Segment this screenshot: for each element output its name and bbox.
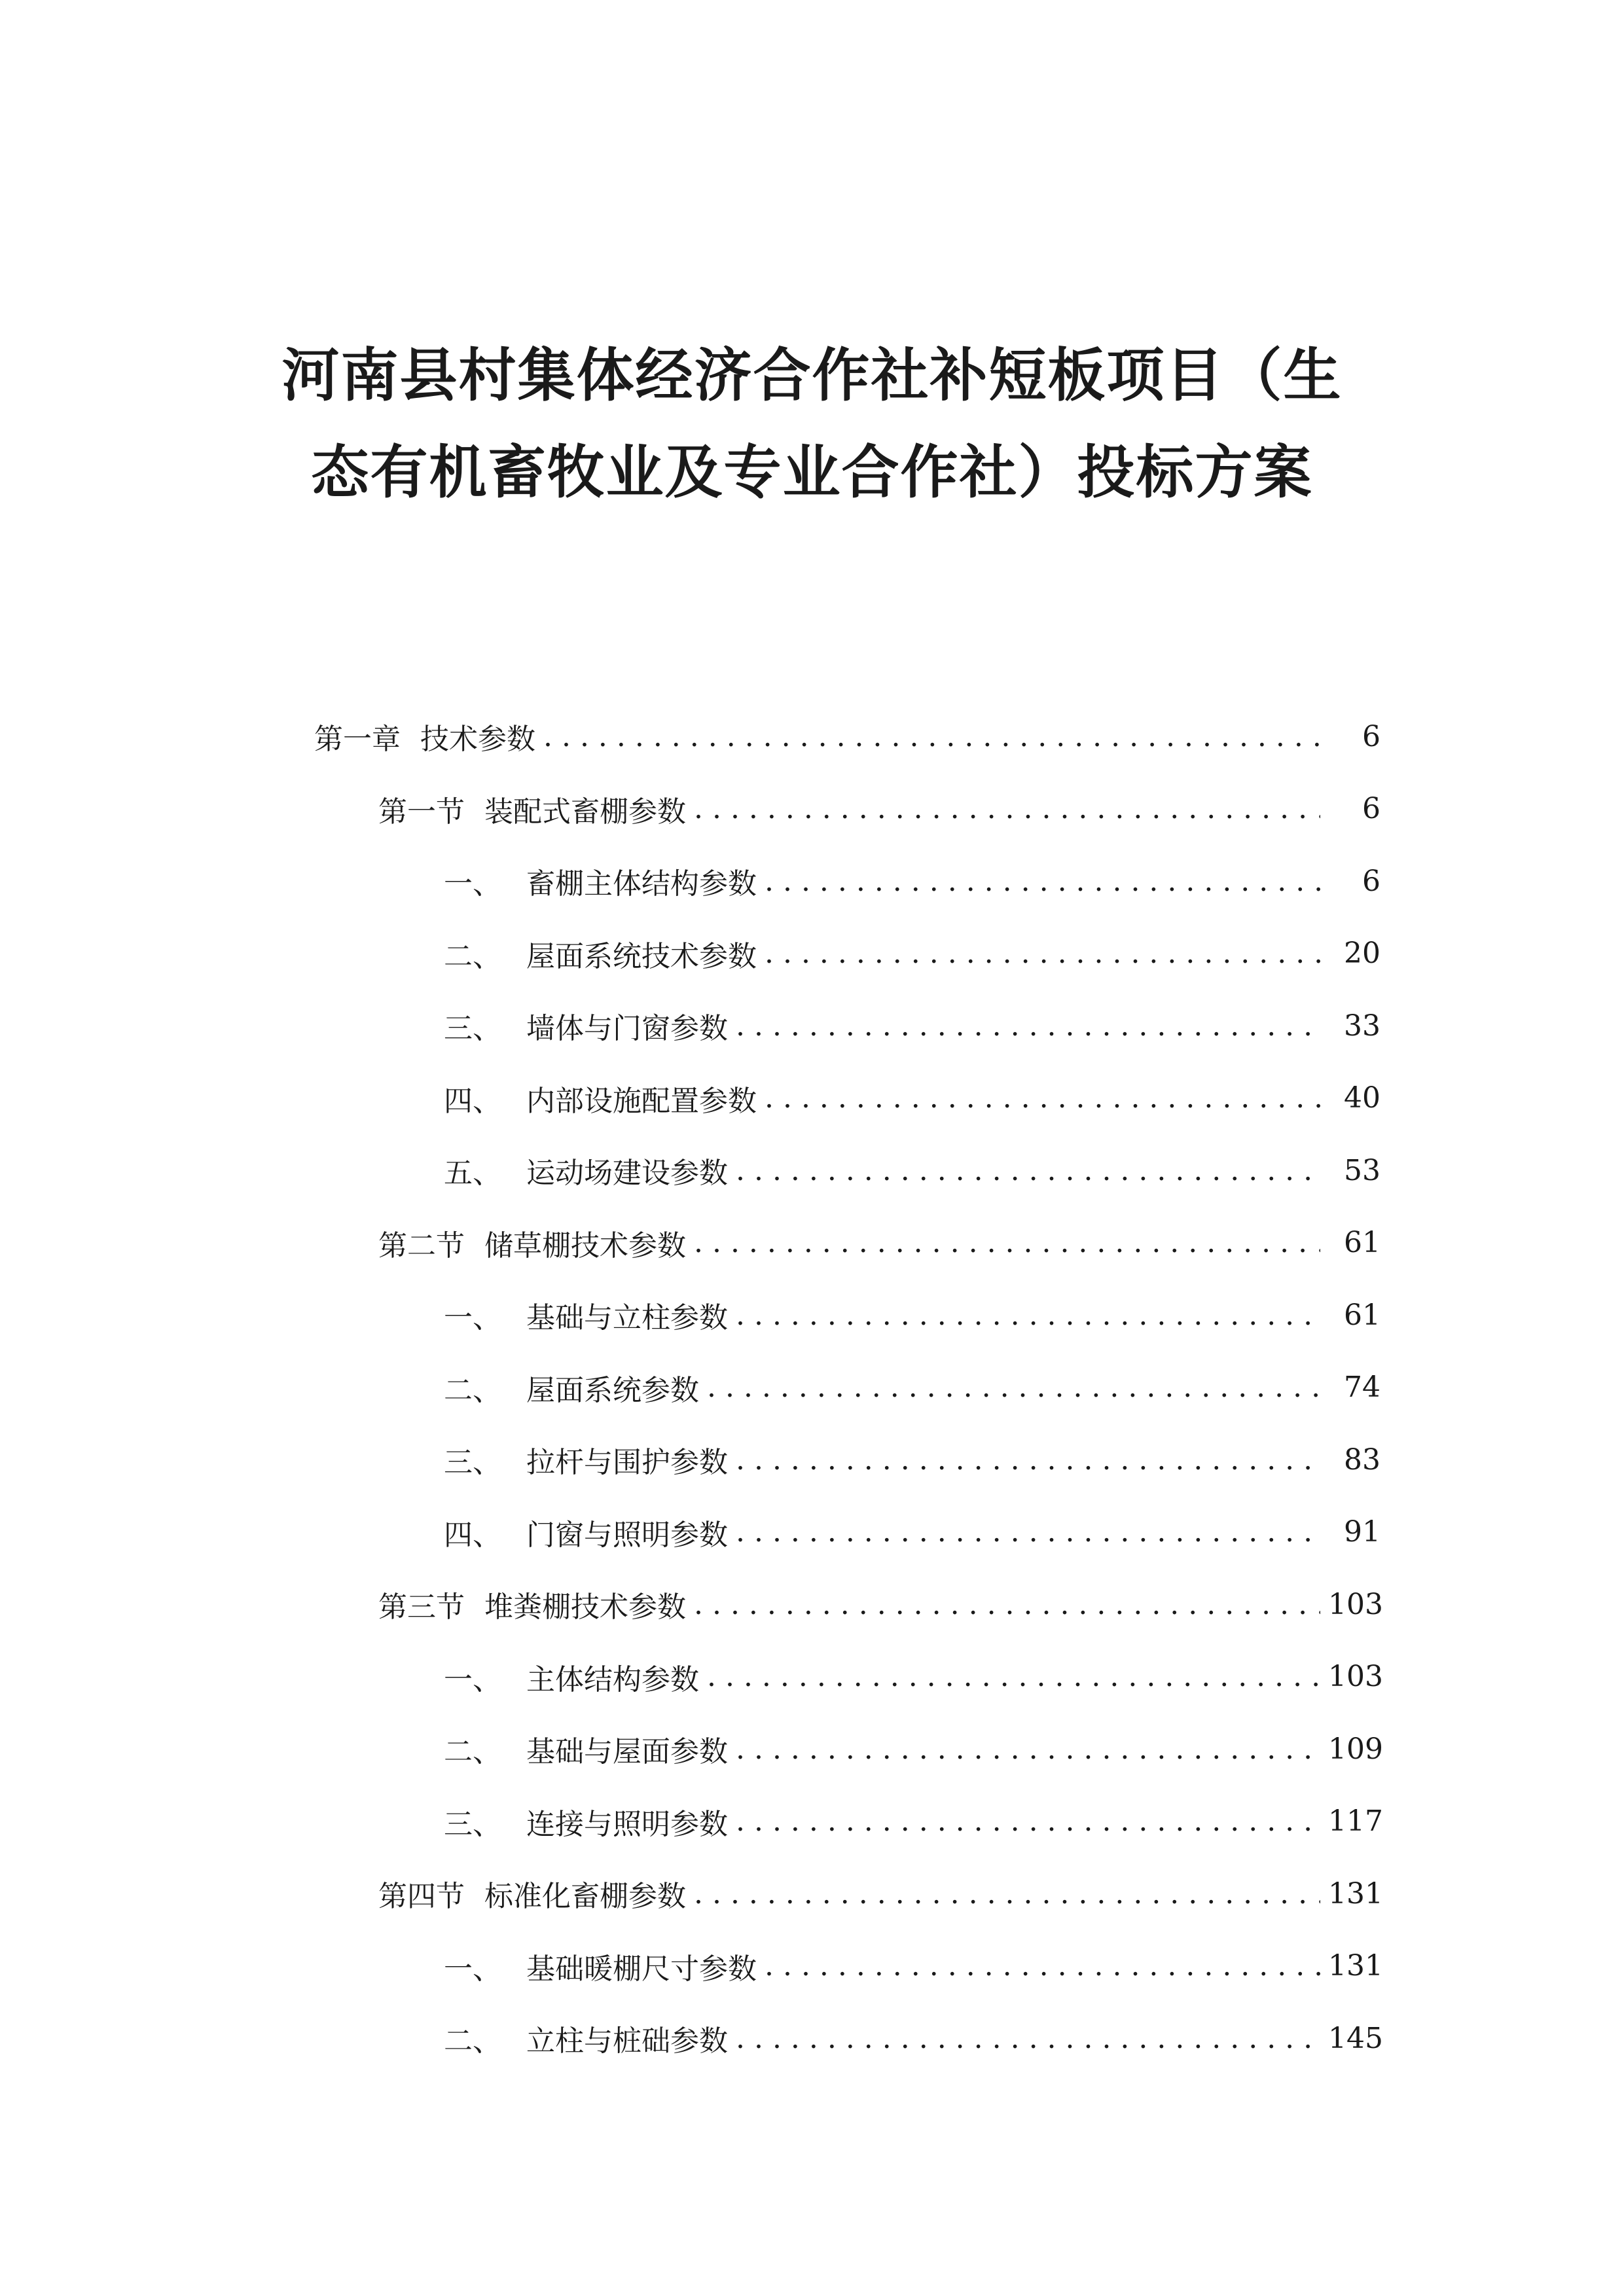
toc-entry[interactable]	[0, 1207, 1624, 1280]
toc-entry-number: 第一节	[378, 795, 465, 829]
toc-dot-leader	[707, 1371, 1320, 1404]
toc-dot-leader	[736, 1443, 1320, 1477]
toc-entry-number: 一、	[444, 1301, 501, 1335]
toc-entry[interactable]	[0, 990, 1624, 1062]
toc-entry[interactable]	[0, 1785, 1624, 1858]
toc-entry[interactable]	[0, 1930, 1624, 2003]
toc-dot-leader	[694, 1877, 1320, 1910]
toc-dot-leader	[736, 1299, 1320, 1332]
toc-entry-title: 屋面系统参数	[526, 1373, 699, 1407]
toc-entry-title: 基础与立柱参数	[526, 1301, 728, 1335]
toc-entry-page-number: 74	[1344, 1371, 1380, 1405]
toc-entry-page-number: 91	[1344, 1515, 1380, 1549]
toc-entry-number: 二、	[444, 939, 501, 973]
toc-dot-leader	[543, 720, 1320, 753]
document-title-line: 态有机畜牧业及专业合作社）投标方案	[311, 439, 1313, 506]
toc-entry-title: 基础暖棚尺寸参数	[526, 1952, 757, 1986]
toc-entry-number: 四、	[444, 1084, 501, 1118]
toc-entry-number: 二、	[444, 1735, 501, 1769]
toc-entry-title: 主体结构参数	[526, 1662, 699, 1696]
toc-entry-title: 运动场建设参数	[526, 1157, 728, 1191]
toc-entry-page-number: 53	[1344, 1153, 1380, 1187]
table-of-contents	[0, 700, 1624, 2075]
toc-dot-leader	[736, 2022, 1320, 2055]
toc-dot-leader	[765, 1949, 1320, 1982]
toc-entry-number: 一、	[444, 1952, 501, 1986]
toc-entry[interactable]	[0, 845, 1624, 918]
toc-entry-page-number: 103	[1328, 1587, 1383, 1621]
toc-entry-page-number: 20	[1344, 937, 1380, 971]
toc-entry[interactable]	[0, 1857, 1624, 1930]
toc-entry[interactable]	[0, 1062, 1624, 1135]
toc-entry-page-number: 61	[1344, 1226, 1380, 1260]
document-title-line: 河南县村集体经济合作社补短板项目（生	[281, 342, 1343, 409]
toc-entry-page-number: 40	[1344, 1081, 1380, 1115]
toc-entry-page-number: 6	[1362, 864, 1380, 898]
toc-entry-number: 第一章	[314, 723, 401, 757]
toc-entry-title: 畜棚主体结构参数	[526, 867, 757, 901]
toc-entry[interactable]	[0, 1424, 1624, 1496]
toc-entry-number: 第三节	[378, 1590, 465, 1624]
toc-entry-page-number: 61	[1344, 1298, 1380, 1332]
toc-entry-number: 一、	[444, 1662, 501, 1696]
toc-entry-page-number: 6	[1362, 719, 1380, 753]
toc-entry-number: 三、	[444, 1446, 501, 1480]
toc-entry-page-number: 117	[1328, 1804, 1383, 1839]
toc-entry-number: 五、	[444, 1157, 501, 1191]
toc-entry-title: 拉杆与围护参数	[526, 1446, 728, 1480]
toc-entry-number: 三、	[444, 1807, 501, 1841]
toc-entry-page-number: 6	[1362, 792, 1380, 826]
toc-entry-title: 墙体与门窗参数	[526, 1012, 728, 1046]
toc-entry[interactable]	[0, 1641, 1624, 1713]
toc-entry-title: 基础与屋面参数	[526, 1735, 728, 1769]
toc-entry-title: 门窗与照明参数	[526, 1518, 728, 1552]
toc-dot-leader	[736, 1009, 1320, 1043]
toc-entry-page-number: 83	[1344, 1443, 1380, 1477]
toc-entry[interactable]	[0, 1713, 1624, 1785]
toc-entry[interactable]	[0, 773, 1624, 846]
toc-entry-title: 连接与照明参数	[526, 1807, 728, 1841]
toc-entry-page-number: 103	[1328, 1660, 1383, 1694]
toc-entry-title: 储草棚技术参数	[484, 1229, 686, 1263]
toc-entry[interactable]	[0, 1568, 1624, 1641]
toc-entry-number: 第四节	[378, 1880, 465, 1914]
document-title	[196, 327, 1428, 521]
toc-entry-title: 屋面系统技术参数	[526, 939, 757, 973]
toc-entry-page-number: 131	[1328, 1876, 1383, 1910]
toc-entry[interactable]	[0, 1352, 1624, 1424]
toc-entry-number: 一、	[444, 867, 501, 901]
toc-entry-page-number: 109	[1328, 1732, 1383, 1766]
toc-entry-number: 四、	[444, 1518, 501, 1552]
toc-entry[interactable]	[0, 1279, 1624, 1352]
toc-dot-leader	[694, 1226, 1320, 1259]
toc-entry[interactable]	[0, 2002, 1624, 2075]
toc-entry[interactable]	[0, 1496, 1624, 1569]
toc-entry-page-number: 131	[1328, 1949, 1383, 1983]
toc-entry-title: 装配式畜棚参数	[484, 795, 686, 829]
toc-entry-number: 二、	[444, 2024, 501, 2058]
toc-dot-leader	[736, 1154, 1320, 1187]
toc-entry-number: 二、	[444, 1373, 501, 1407]
toc-entry-page-number: 33	[1344, 1009, 1380, 1043]
toc-dot-leader	[736, 1732, 1320, 1766]
toc-dot-leader	[736, 1804, 1320, 1838]
toc-dot-leader	[707, 1660, 1320, 1693]
toc-dot-leader	[694, 1588, 1320, 1621]
toc-entry-title: 立柱与桩础参数	[526, 2024, 728, 2058]
toc-dot-leader	[765, 937, 1320, 970]
toc-dot-leader	[694, 792, 1320, 825]
toc-entry-page-number: 145	[1328, 2021, 1383, 2055]
toc-entry[interactable]	[0, 1134, 1624, 1207]
toc-entry-title: 标准化畜棚参数	[484, 1880, 686, 1914]
toc-entry-number: 三、	[444, 1012, 501, 1046]
toc-entry[interactable]	[0, 700, 1624, 773]
toc-dot-leader	[765, 865, 1320, 898]
toc-dot-leader	[765, 1081, 1320, 1115]
toc-entry-title: 内部设施配置参数	[526, 1084, 757, 1118]
toc-entry[interactable]	[0, 918, 1624, 990]
toc-entry-title: 堆粪棚技术参数	[484, 1590, 686, 1624]
toc-dot-leader	[736, 1515, 1320, 1549]
toc-entry-title: 技术参数	[420, 723, 535, 757]
toc-entry-number: 第二节	[378, 1229, 465, 1263]
